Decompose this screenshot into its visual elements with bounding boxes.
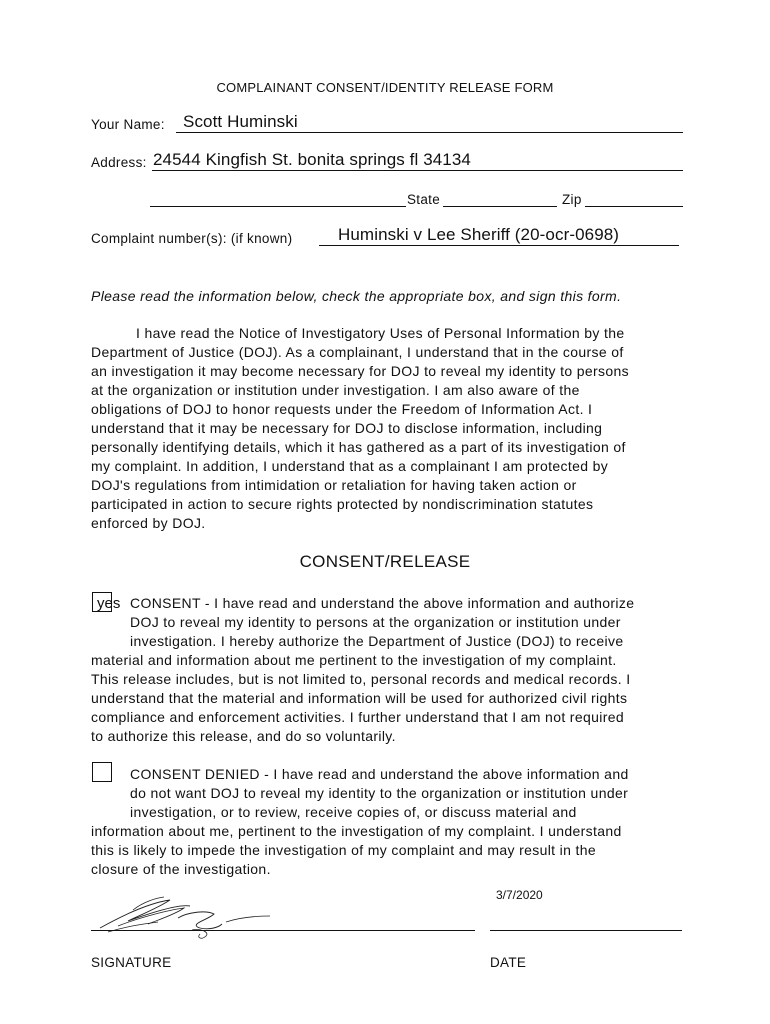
- form-title: COMPLAINANT CONSENT/IDENTITY RELEASE FORM: [216, 80, 554, 95]
- notice-line: DOJ's regulations from intimidation or retaliation for having taken action or: [91, 477, 577, 493]
- notice-line: at the organization or institution under investigation. I am also aware of the: [91, 382, 580, 398]
- denied-line: investigation, or to review, receive copies of, or discuss material and: [130, 804, 577, 820]
- denied-line: information about me, pertinent to the investigation of my complaint. I understand: [91, 823, 622, 839]
- name-label: Your Name:: [91, 117, 165, 132]
- signature-line: [91, 916, 475, 931]
- denied-line: this is likely to impede the investigation of my complaint and may result in the: [91, 842, 597, 858]
- consent-line: CONSENT - I have read and understand the above information and authorize: [130, 595, 635, 611]
- consent-line: understand that the material and information will be used for authorized civil rights: [91, 690, 628, 706]
- instruction-text: Please read the information below, check the appropriate box, and sign this form.: [91, 288, 622, 304]
- address-label: Address:: [91, 155, 147, 170]
- consent-denied-paragraph: [91, 765, 691, 879]
- complaint-label: Complaint number(s): (if known): [91, 231, 293, 246]
- date-line: [490, 916, 682, 931]
- consent-line: material and information about me pertinent to the investigation of my complaint.: [91, 652, 617, 668]
- notice-line: participated in action to secure rights protected by nondiscrimination statutes: [91, 496, 594, 512]
- consent-line: DOJ to reveal my identity to persons at the organization or institution under: [130, 614, 621, 630]
- denied-line: closure of the investigation.: [91, 861, 271, 877]
- denied-line: CONSENT DENIED - I have read and understand the above information and: [130, 766, 629, 782]
- consent-line: compliance and enforcement activities. I further understand that I am not required: [91, 709, 624, 725]
- address-value[interactable]: 24544 Kingfish St. bonita springs fl 34134: [153, 150, 471, 169]
- notice-line: obligations of DOJ to honor requests under the Freedom of Information Act. I: [91, 401, 593, 417]
- zip-label: Zip: [562, 192, 582, 207]
- state-line: [443, 193, 557, 207]
- notice-line: Department of Justice (DOJ). As a complainant, I understand that in the course of: [91, 344, 624, 360]
- city-line: [150, 193, 406, 207]
- state-label: State: [407, 192, 441, 207]
- name-value[interactable]: Scott Huminski: [183, 112, 298, 131]
- notice-line: I have read the Notice of Investigatory Uses of Personal Information by the: [136, 325, 625, 341]
- date-label: DATE: [490, 955, 527, 970]
- denied-line: do not want DOJ to reveal my identity to the organization or institution under: [130, 785, 629, 801]
- notice-line: understand that it may be necessary for DOJ to disclose information, including: [91, 420, 603, 436]
- complaint-value[interactable]: Huminski v Lee Sheriff (20-ocr-0698): [338, 225, 620, 244]
- notice-paragraph: [91, 324, 691, 533]
- notice-line: my complaint. In addition, I understand that as a complainant I am protected by: [91, 458, 609, 474]
- consent-paragraph: [91, 594, 691, 746]
- consent-line: This release includes, but is not limited to, personal records and medical records. I: [91, 671, 631, 687]
- consent-mark: yes: [97, 595, 121, 612]
- consent-line: to authorize this release, and do so voluntarily.: [91, 728, 396, 744]
- zip-line: [585, 193, 683, 207]
- signature-label: SIGNATURE: [91, 955, 172, 970]
- consent-heading: CONSENT/RELEASE: [299, 552, 471, 571]
- consent-line: investigation. I hereby authorize the Department of Justice (DOJ) to receive: [130, 633, 624, 649]
- date-value[interactable]: 3/7/2020: [496, 888, 543, 902]
- notice-line: enforced by DOJ.: [91, 515, 206, 531]
- notice-line: an investigation it may become necessary for DOJ to reveal my identity to persons: [91, 363, 630, 379]
- notice-line: personally identifying details, which it has gathered as a part of its investigation of: [91, 439, 626, 455]
